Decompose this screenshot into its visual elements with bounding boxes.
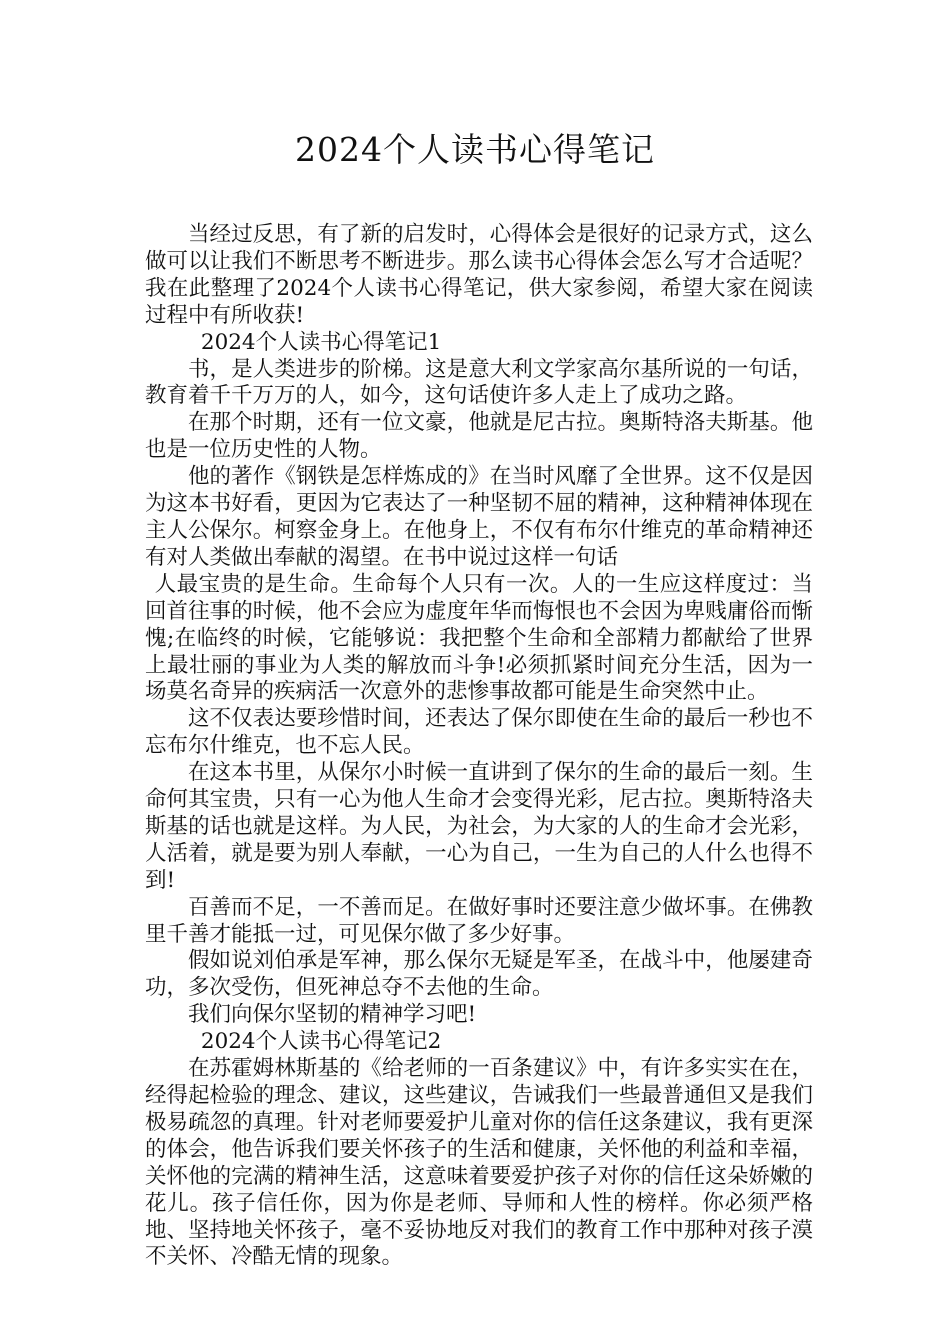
body-paragraph: 他的著作《钢铁是怎样炼成的》在当时风靡了全世界。这不仅是因为这本书好看，更因为它表达了一种坚韧不屈的精神，这种精神体现在主人公保尔。柯察金身上。在他身上，不仅有布尔什维克的革命精神还有对人类做出奉献的渴望。在书中说过这样一句话 [145, 464, 813, 570]
body-paragraph: 在那个时期，还有一位文豪，他就是尼古拉。奥斯特洛夫斯基。他也是一位历史性的人物。 [145, 410, 813, 463]
document-title: 2024个人读书心得笔记 [295, 130, 655, 169]
body-paragraph: 百善而不足，一不善而足。在做好事时还要注意少做坏事。在佛教里千善才能抵一过，可见保尔做了多少好事。 [145, 894, 813, 947]
body-paragraph: 在这本书里，从保尔小时候一直讲到了保尔的生命的最后一刻。生命何其宝贵，只有一心为他人生命才会变得光彩，尼古拉。奥斯特洛夫斯基的话也就是这样。为人民，为社会，为大家的人的生命才会光彩，人活着，就是要为别人奉献，一心为自己，一生为自己的人什么也得不到! [145, 760, 813, 893]
intro-paragraph: 当经过反思，有了新的启发时，心得体会是很好的记录方式，这么做可以让我们不断思考不断进步。那么读书心得体会怎么写才合适呢？我在此整理了2024个人读书心得笔记，供大家参阅，希望大家在阅读过程中有所收获! [145, 222, 813, 328]
body-paragraph: 假如说刘伯承是军神，那么保尔无疑是军圣，在战斗中，他屡建奇功，多次受伤，但死神总夺不去他的生命。 [145, 948, 813, 1001]
body-paragraph: 在苏霍姆林斯基的《给老师的一百条建议》中，有许多实实在在，经得起检验的理念、建议，这些建议，告诫我们一些最普通但又是我们极易疏忽的真理。针对老师要爱护儿童对你的信任这条建议，我有更深的体会，他告诉我们要关怀孩子的生活和健康，关怀他的利益和幸福，关怀他的完满的精神生活，这意味着要爱护孩子对你的信任这朵娇嫩的花儿。孩子信任你，因为你是老师、导师和人性的榜样。你必须严格地、坚持地关怀孩子，毫不妥协地反对我们的教育工作中那种对孩子漠不关怀、冷酷无情的现象。 [145, 1056, 813, 1270]
section-heading-2: 2024个人读书心得笔记2 [200, 1029, 442, 1055]
section-heading-1: 2024个人读书心得笔记1 [200, 329, 442, 355]
body-paragraph: 这不仅表达要珍惜时间，还表达了保尔即使在生命的最后一秒也不忘布尔什维克，也不忘人民。 [145, 706, 813, 759]
body-paragraph: 书，是人类进步的阶梯。这是意大利文学家高尔基所说的一句话，教育着千千万万的人，如今，这句话使许多人走上了成功之路。 [145, 356, 813, 409]
document-body [145, 222, 813, 1271]
body-paragraph: 我们向保尔坚韧的精神学习吧! [188, 1002, 477, 1028]
quote-paragraph: 人最宝贵的是生命。生命每个人只有一次。人的一生应这样度过：当回首往事的时候，他不会应为虚度年华而悔恨也不会因为卑贱庸俗而惭愧;在临终的时候，它能够说：我把整个生命和全部精力都献给了世界上最壮丽的事业为人类的解放而斗争!必须抓紧时间充分生活，因为一场莫名奇异的疾病活一次意外的悲惨事故都可能是生命突然中止。 [145, 571, 813, 705]
